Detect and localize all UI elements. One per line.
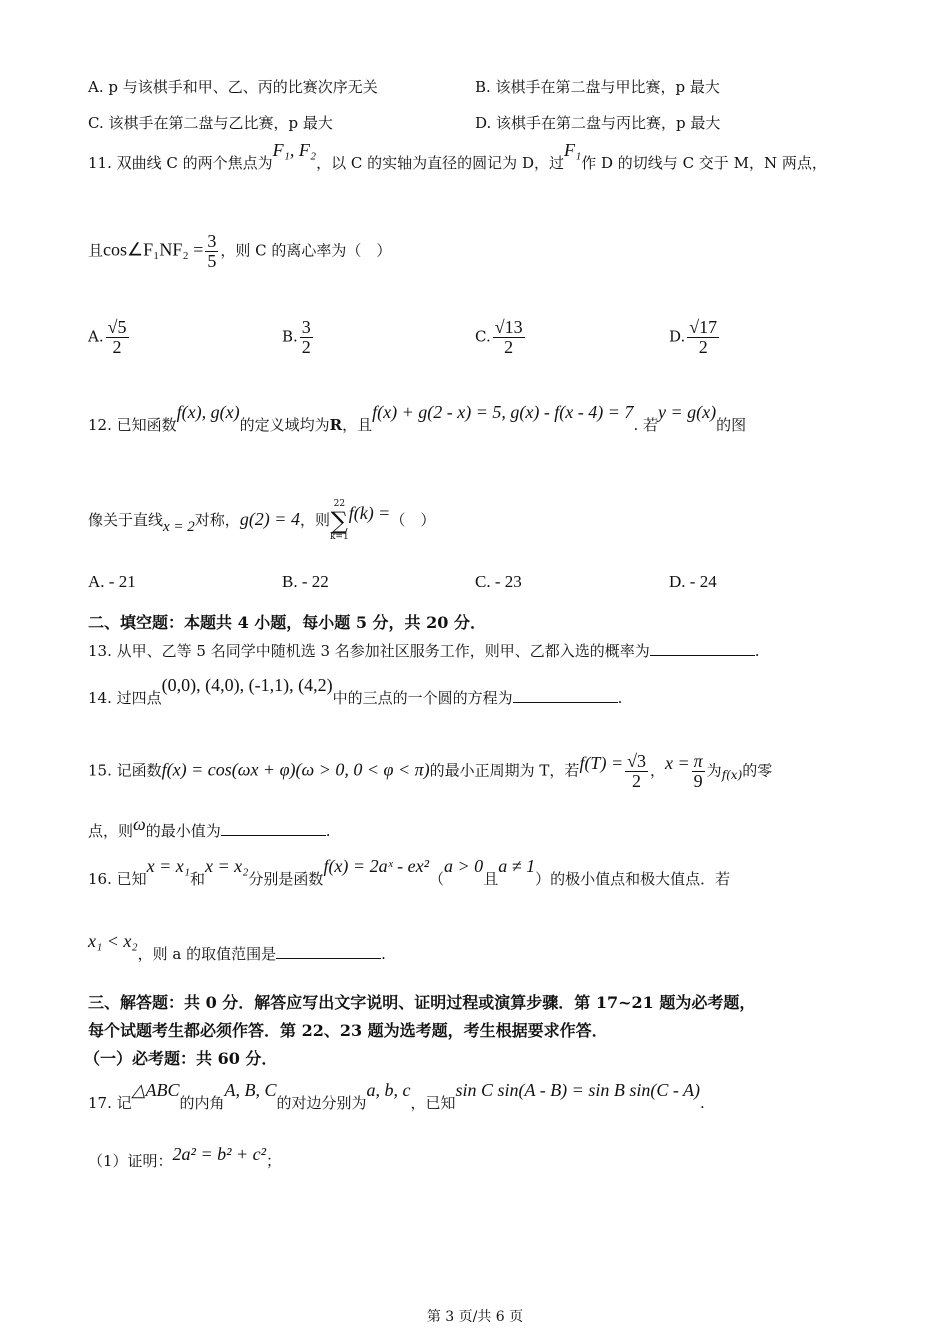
text: （1）证明：	[88, 1152, 173, 1170]
math: f(x)	[721, 768, 743, 783]
text: ；	[266, 1152, 282, 1170]
label: C.	[475, 327, 491, 346]
q15-continuation: 点，则ω的最小值为 .	[88, 814, 331, 840]
answer-blank	[650, 643, 755, 656]
text: 12. 已知函数	[88, 416, 177, 434]
page-footer: 第 3 页/共 6 页	[426, 1309, 524, 1325]
numerator: √13	[494, 317, 523, 337]
label: A.	[88, 327, 104, 346]
q16-continuation: x₁ < x₂，则 a 的取值范围是 .	[88, 931, 386, 963]
text: 的最小值为	[145, 822, 221, 840]
text: 且	[483, 870, 499, 888]
section-3-heading: 三、解答题：共 0 分．解答应写出文字说明、证明过程或演算步骤．第 17~21 题为必考题，	[88, 993, 756, 1012]
numerator: π	[693, 751, 703, 771]
math: a > 0	[444, 856, 484, 876]
text: 作 D 的切线与 C 交于 M，N 两点，	[581, 154, 827, 172]
reals-symbol: R	[329, 416, 343, 434]
denominator: 2	[504, 336, 514, 357]
text: 的最小正周期为 T，若	[429, 761, 580, 780]
answer-blank	[221, 823, 326, 836]
math: a, b, c	[366, 1080, 411, 1100]
q11-option-d	[669, 318, 721, 357]
q14: 14. 过四点(0,0), (4,0), (-1,1), (4,2)中的三点的一个圆的方程为 .	[88, 675, 623, 707]
text: 的内角	[179, 1094, 225, 1112]
text: .	[700, 1094, 705, 1112]
numerator: √5	[107, 317, 127, 337]
label: D.	[669, 327, 686, 346]
text: 16. 已知	[88, 870, 147, 888]
text: 中的三点的一个圆的方程为	[332, 689, 513, 707]
text: ，则	[299, 511, 330, 529]
text: ，	[649, 761, 665, 780]
q10-option-a: A. p 与该棋手和甲、乙、丙的比赛次序无关	[88, 78, 378, 96]
math: sin C sin(A - B) = sin B sin(C - A)	[455, 1080, 700, 1100]
sum-lower: k=1	[329, 532, 349, 542]
label: B.	[282, 327, 298, 346]
text: 的定义域均为	[239, 416, 330, 434]
text: ）的极小值点和极大值点．若	[535, 870, 731, 888]
text: 和	[190, 870, 206, 888]
text: ，且	[342, 416, 373, 434]
denominator: 2	[632, 770, 642, 791]
text: ，已知	[410, 1094, 456, 1112]
math: g(2) = 4	[239, 509, 300, 529]
q12-condition	[88, 500, 435, 542]
numerator: 3	[301, 317, 311, 337]
text: 14. 过四点	[88, 689, 162, 707]
answer-blank	[276, 946, 381, 959]
math: y = g(x)	[657, 402, 717, 422]
text: 的图	[716, 416, 747, 434]
math: f(x), g(x)	[176, 402, 240, 422]
denominator: 2	[112, 336, 122, 357]
q10-option-b: B. 该棋手在第二盘与甲比赛，p 最大	[475, 78, 720, 96]
text: ，则 C 的离心率为（ ）	[220, 241, 392, 260]
math: (0,0), (4,0), (-1,1), (4,2)	[161, 675, 333, 695]
q10-option-d: D. 该棋手在第二盘与丙比赛，p 最大	[475, 114, 721, 132]
text: 对称，	[194, 511, 240, 529]
text: 17. 记	[88, 1094, 132, 1112]
section-3-heading-cont: 每个试题考生都必须作答．第 22、23 题为选考题，考生根据要求作答．	[88, 1021, 608, 1040]
math: 2a² = b² + c²	[172, 1144, 267, 1164]
math: △ABC	[131, 1080, 180, 1100]
q16-stem	[88, 856, 731, 889]
q12-stem	[88, 402, 747, 435]
q11-option-a	[88, 318, 131, 357]
text: （ ）	[390, 511, 436, 529]
q17-part-1	[88, 1144, 282, 1171]
numerator: 3	[207, 231, 217, 251]
text: ，以 C 的实轴为直径的圆记为 D，过	[316, 154, 564, 172]
q11-condition	[88, 232, 391, 271]
text: 且	[88, 241, 104, 260]
math: f(x) = 2aˣ - ex²	[323, 856, 430, 876]
text: 像关于直线	[88, 511, 164, 529]
text: 为	[706, 761, 722, 780]
math: a ≠ 1	[498, 856, 536, 876]
denominator: 2	[301, 336, 311, 357]
math: x = 2	[163, 519, 195, 535]
math: F₁, F₂	[272, 140, 317, 160]
math: f(x) = cos(ωx + φ)(ω > 0, 0 < φ < π)	[161, 759, 430, 780]
denominator: 5	[207, 250, 217, 271]
fraction	[205, 232, 218, 271]
q11-option-c	[475, 318, 527, 357]
q12-option-c: C. - 23	[475, 572, 522, 591]
numerator: √3	[627, 751, 646, 771]
math: x = x₁	[146, 856, 191, 876]
math: f(x) + g(2 - x) = 5, g(x) - f(x - 4) = 7	[372, 402, 634, 422]
denominator: 2	[698, 336, 708, 357]
section-2-heading: 二、填空题：本题共 4 小题，每小题 5 分，共 20 分．	[88, 613, 486, 632]
q10-option-c: C. 该棋手在第二盘与乙比赛，p 最大	[88, 114, 333, 132]
math: x = x₂	[205, 856, 249, 876]
text: 的对边分别为	[276, 1094, 367, 1112]
text: （	[429, 870, 445, 888]
text: 11. 双曲线 C 的两个焦点为	[88, 154, 273, 172]
q17-stem	[88, 1080, 705, 1113]
q12-option-b: B. - 22	[282, 572, 329, 591]
q12-option-d: D. - 24	[669, 572, 717, 591]
text: 的零	[742, 761, 773, 780]
math: F₁	[563, 140, 582, 160]
sigma: ∑	[330, 507, 348, 535]
text: 13. 从甲、乙等 5 名同学中随机选 3 名参加社区服务工作，则甲、乙都入选的概率为	[88, 642, 650, 660]
math: cos∠F₁NF₂ =	[103, 239, 204, 260]
math: x =	[665, 753, 690, 774]
math: f(k) =	[348, 503, 391, 523]
math: f(T) =	[579, 753, 624, 774]
text: 分别是函数	[248, 870, 324, 888]
q11-stem	[88, 140, 827, 173]
q13: 13. 从甲、乙等 5 名同学中随机选 3 名参加社区服务工作，则甲、乙都入选的概率为 .	[88, 642, 760, 660]
text: . 若	[633, 416, 658, 434]
answer-blank	[513, 690, 618, 703]
math: ω	[133, 814, 146, 834]
math: A, B, C	[224, 1080, 277, 1100]
numerator: √17	[689, 317, 718, 337]
q15-stem	[88, 752, 772, 791]
section-3-subheading: （一）必考题：共 60 分．	[84, 1049, 278, 1068]
q12-option-a: A. - 21	[88, 572, 136, 591]
denominator: 9	[693, 770, 703, 791]
q11-option-b	[282, 318, 315, 357]
sum-upper: 22	[333, 499, 346, 509]
math: x₁ < x₂	[88, 931, 138, 951]
text: 点，则	[88, 822, 134, 840]
text: ，则 a 的取值范围是	[137, 945, 277, 963]
summation	[330, 500, 349, 542]
text: 15. 记函数	[88, 761, 162, 780]
